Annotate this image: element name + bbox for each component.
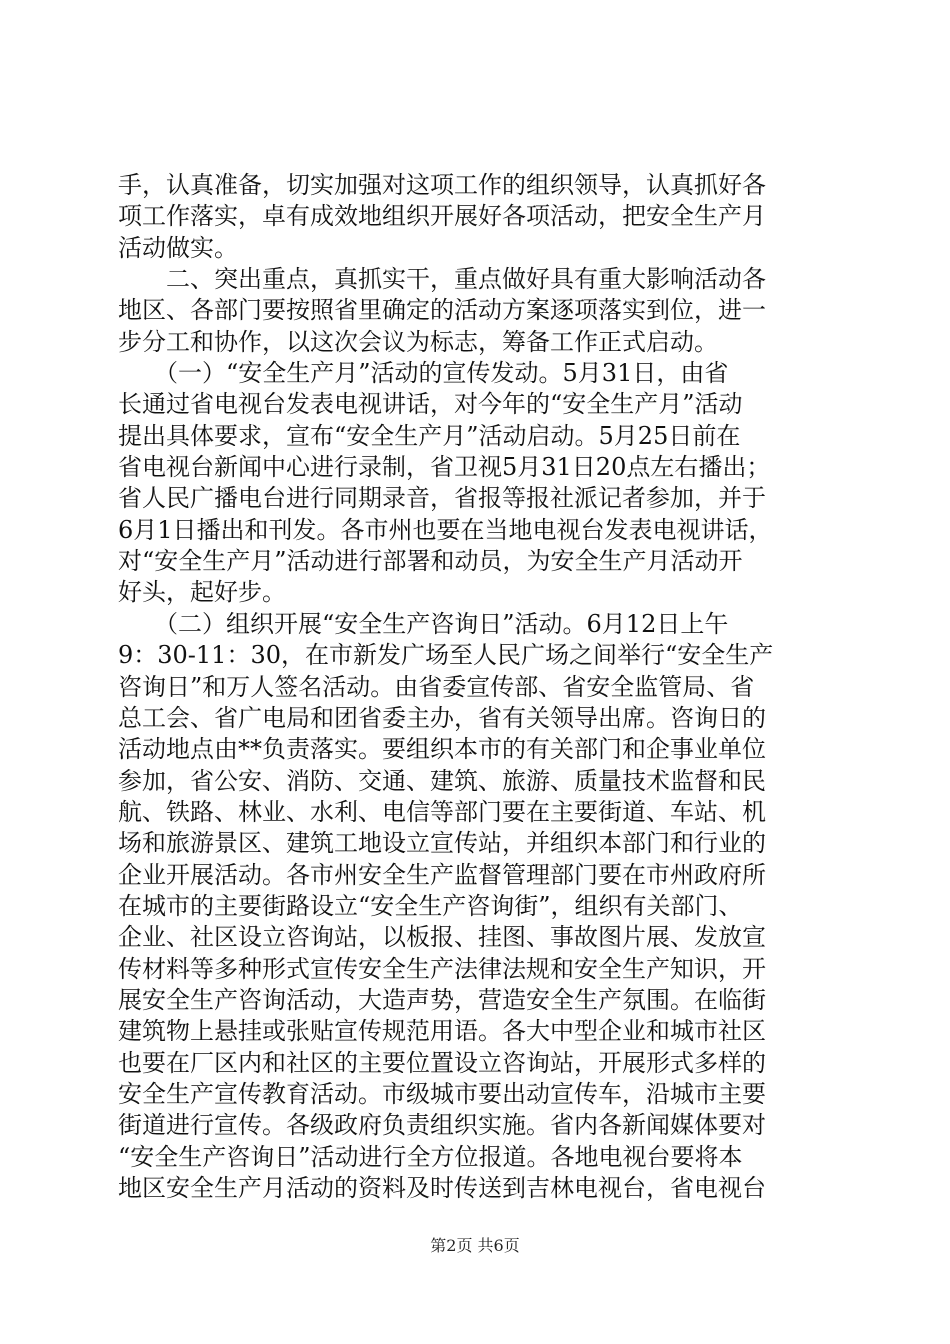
text-line: “安全生产咨询日”活动进行全方位报道。各地电视台要将本	[118, 1142, 743, 1171]
text-line: 场和旅游景区、建筑工地设立宣传站，并组织本部门和行业的	[118, 829, 766, 858]
text-line: 好头，起好步。	[118, 578, 286, 607]
page-footer: 第2页 共6页	[430, 1236, 520, 1255]
text-line: 步分工和协作，以这次会议为标志，筹备工作正式启动。	[118, 327, 718, 356]
text-line: 在城市的主要街路设立“安全生产咨询街”，组织有关部门、	[118, 891, 743, 920]
text-line: 手，认真准备，切实加强对这项工作的组织领导，认真抓好各	[118, 171, 766, 199]
text-line: 活动做实。	[118, 233, 238, 262]
text-line: （一）“安全生产月”活动的宣传发动。5月31日，由省	[118, 359, 729, 388]
text-line: 对“安全生产月”活动进行部署和动员，为安全生产月活动开	[118, 547, 743, 576]
text-line: 街道进行宣传。各级政府负责组织实施。省内各新闻媒体要对	[118, 1111, 766, 1140]
text-line: 建筑物上悬挂或张贴宣传规范用语。各大中型企业和城市社区	[118, 1017, 766, 1046]
text-line: 企业、社区设立咨询站，以板报、挂图、事故图片展、发放宣	[118, 923, 766, 952]
text-line: 提出具体要求，宣布“安全生产月”活动启动。5月25日前在	[118, 421, 741, 450]
text-line: 咨询日”和万人签名活动。由省委宣传部、省安全监管局、省	[118, 672, 755, 701]
text-line: 长通过省电视台发表电视讲话，对今年的“安全生产月”活动	[118, 390, 743, 419]
text-line: 总工会、省广电局和团省委主办，省有关领导出席。咨询日的	[118, 703, 766, 732]
text-line: 传材料等多种形式宣传安全生产法律法规和安全生产知识，开	[118, 954, 766, 983]
text-line: 地区、各部门要按照省里确定的活动方案逐项落实到位，进一	[118, 296, 766, 325]
text-line: 参加，省公安、消防、交通、建筑、旅游、质量技术监督和民	[118, 766, 766, 795]
text-line: 展安全生产咨询活动，大造声势，营造安全生产氛围。在临街	[118, 985, 766, 1014]
text-line: 省电视台新闻中心进行录制，省卫视5月31日20点左右播出；	[118, 453, 771, 482]
text-line: 省人民广播电台进行同期录音，省报等报社派记者参加，并于	[118, 484, 766, 513]
text-line: （二）组织开展“安全生产咨询日”活动。6月12日上午	[118, 609, 729, 638]
text-line: 9：30-11：30，在市新发广场至人民广场之间举行“安全生产	[118, 641, 774, 670]
text-line: 安全生产宣传教育活动。市级城市要出动宣传车，沿城市主要	[118, 1079, 766, 1108]
text-line: 航、铁路、林业、水利、电信等部门要在主要街道、车站、机	[118, 797, 766, 826]
text-line: 也要在厂区内和社区的主要位置设立咨询站，开展形式多样的	[118, 1048, 766, 1077]
text-line: 活动地点由**负责落实。要组织本市的有关部门和企事业单位	[118, 735, 766, 764]
text-line: 项工作落实，卓有成效地组织开展好各项活动，把安全生产月	[118, 202, 766, 231]
text-line: 地区安全生产月活动的资料及时传送到吉林电视台，省电视台	[118, 1174, 766, 1202]
text-line: 企业开展活动。各市州安全生产监督管理部门要在市州政府所	[118, 860, 766, 889]
text-line: 6月1日播出和刊发。各市州也要在当地电视台发表电视讲话，	[118, 515, 773, 544]
body-text	[118, 170, 838, 1204]
text-line: 二、突出重点，真抓实干，重点做好具有重大影响活动各	[118, 265, 766, 294]
